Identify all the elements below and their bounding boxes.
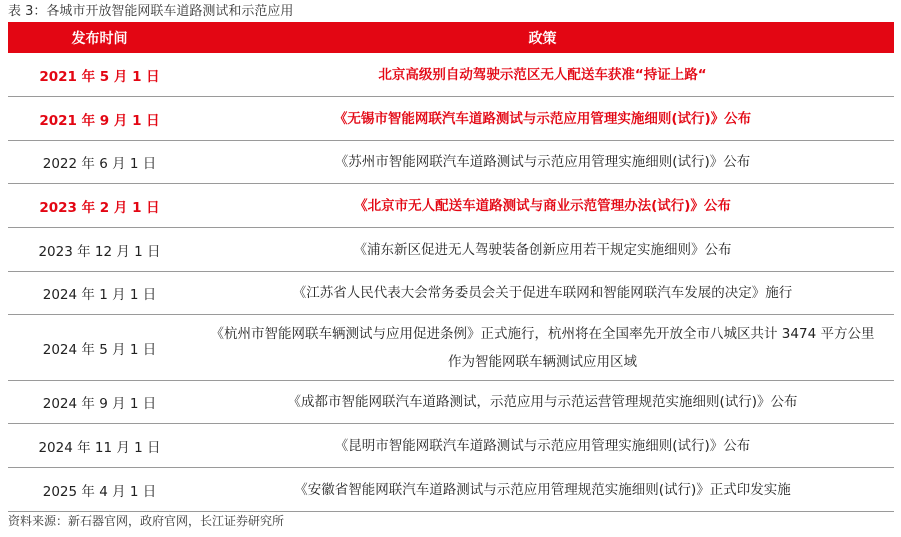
- row-date: 2021 年 5 月 1 日: [39, 68, 160, 85]
- row-policy: 北京高级别自动驾驶示范区无人配送车获准“持证上路“: [378, 66, 707, 83]
- row-date: 2023 年 2 月 1 日: [39, 199, 160, 216]
- policy-table: [8, 22, 894, 512]
- table-row: [8, 228, 894, 272]
- row-date: 2025 年 4 月 1 日: [42, 483, 157, 500]
- table-row: [8, 272, 894, 315]
- row-policy: 《安徽省智能网联汽车道路测试与示范应用管理规范实施细则(试行)》正式印发实施: [294, 481, 791, 498]
- row-date: 2023 年 12 月 1 日: [38, 243, 161, 260]
- row-policy: 《苏州市智能网联汽车道路测试与示范应用管理实施细则(试行)》公布: [334, 154, 751, 170]
- table-row: [8, 381, 894, 424]
- table-row: [8, 315, 894, 381]
- row-policy: 《浦东新区促进无人驾驶装备创新应用若干规定实施细则》公布: [353, 241, 732, 258]
- table-row: [8, 97, 894, 141]
- row-policy: 《成都市智能网联汽车道路测试，示范应用与示范运营管理规范实施细则(试行)》公布: [287, 394, 798, 410]
- row-date: 2024 年 5 月 1 日: [42, 341, 157, 358]
- row-policy: 《江苏省人民代表大会常务委员会关于促进车联网和智能网联汽车发展的决定》施行: [292, 285, 793, 301]
- row-policy: 《无锡市智能网联汽车道路测试与示范应用管理实施细则(试行)》公布: [333, 110, 752, 127]
- header-policy: 政策: [528, 30, 557, 47]
- row-date: 2024 年 11 月 1 日: [38, 439, 161, 456]
- table-row: [8, 53, 894, 97]
- table-row: [8, 468, 894, 512]
- table-caption: 表 3：各城市开放智能网联车道路测试和示范应用: [8, 4, 294, 19]
- row-date: 2022 年 6 月 1 日: [42, 156, 157, 172]
- table-header-row: [8, 22, 894, 53]
- row-policy: 《北京市无人配送车道路测试与商业示范管理办法(试行)》公布: [354, 197, 731, 214]
- row-date: 2024 年 1 月 1 日: [42, 287, 157, 303]
- row-policy: 《杭州市智能网联车辆测试与应用促进条例》正式施行，杭州将在全国率先开放全市八城区共计 3474 平方公里作为智能网联车辆测试应用区域: [210, 325, 875, 370]
- row-policy: 《昆明市智能网联汽车道路测试与示范应用管理实施细则(试行)》公布: [334, 437, 751, 454]
- table-row: [8, 184, 894, 228]
- header-date: 发布时间: [71, 30, 128, 47]
- row-date: 2024 年 9 月 1 日: [42, 396, 157, 412]
- table-row: [8, 141, 894, 184]
- source-note: 资料来源：新石器官网，政府官网，长江证券研究所: [8, 514, 285, 528]
- table-row: [8, 424, 894, 468]
- row-date: 2021 年 9 月 1 日: [39, 112, 160, 129]
